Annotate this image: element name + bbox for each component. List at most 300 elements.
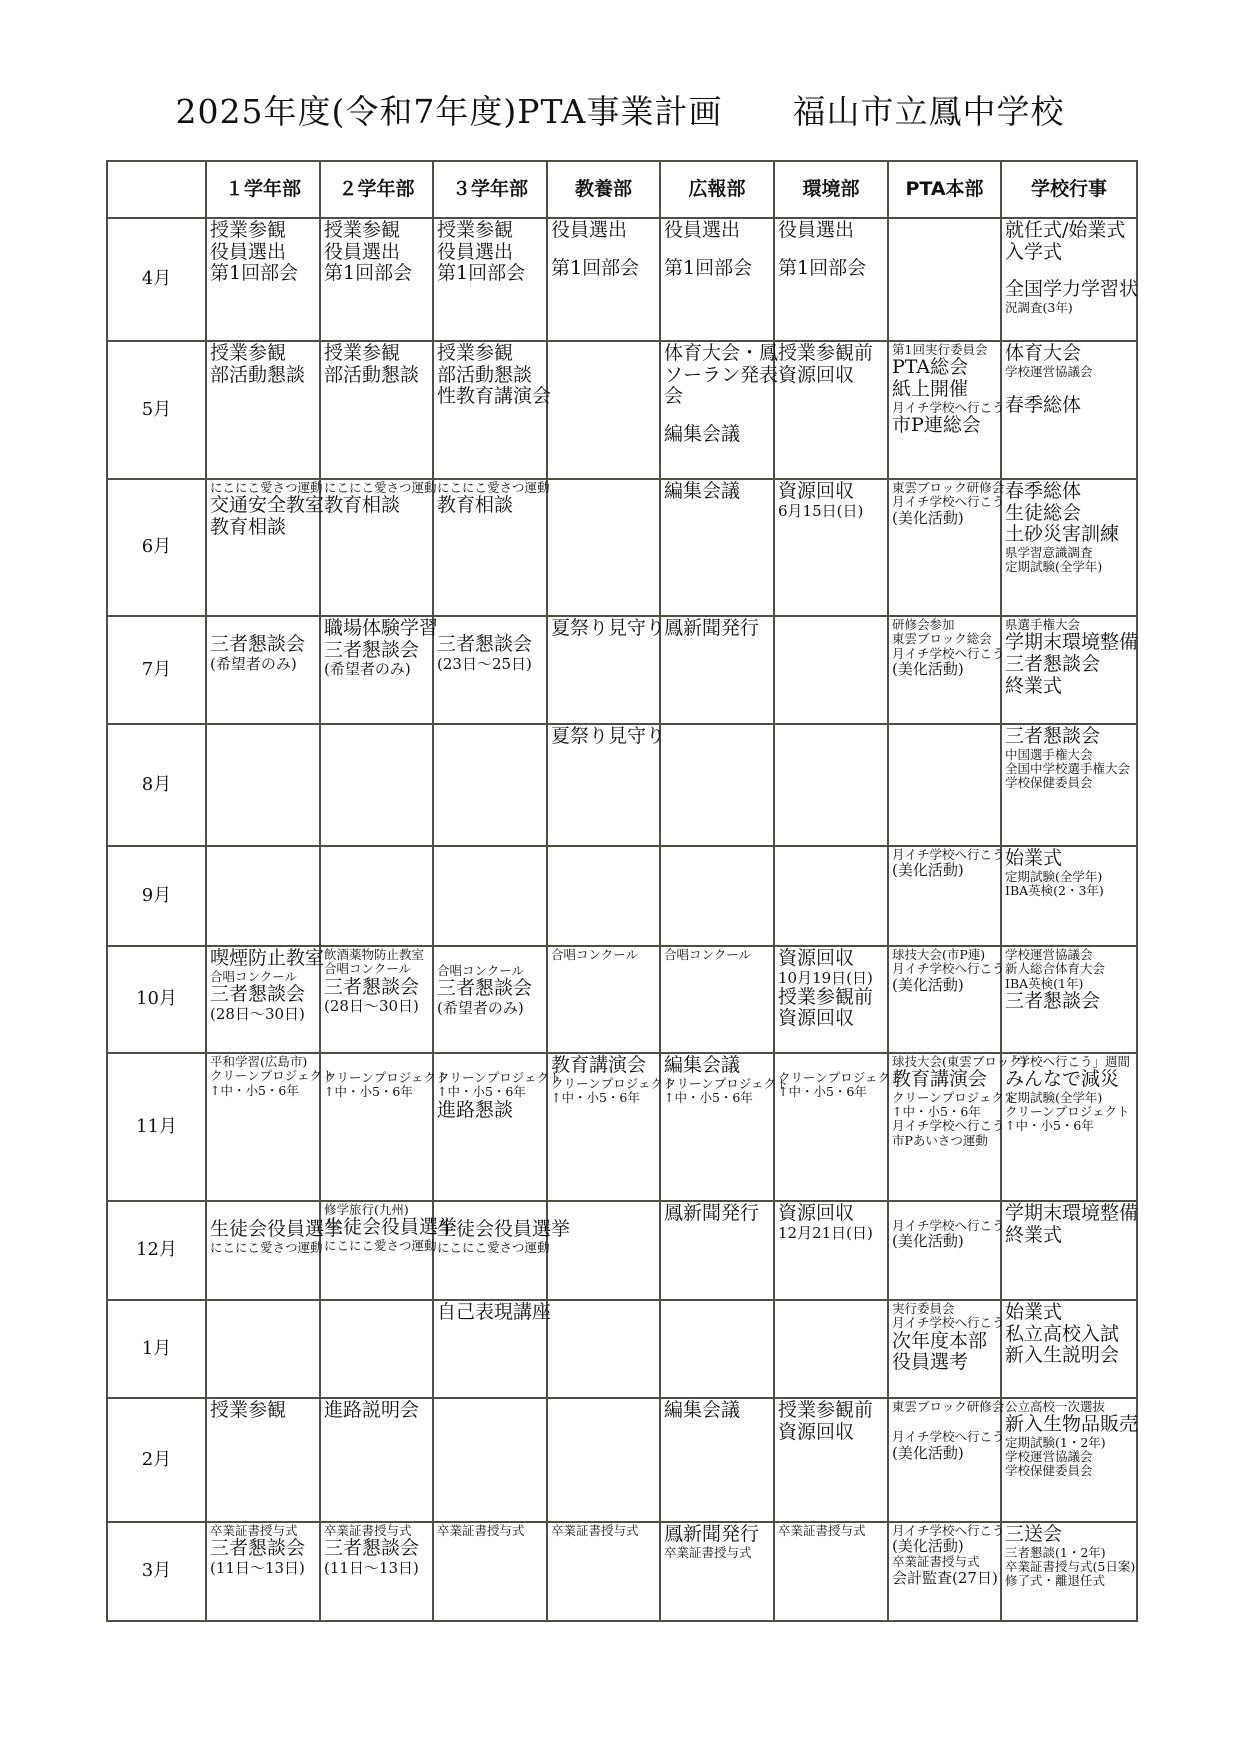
cell-entry: ↑中・小5・6年 bbox=[551, 1089, 640, 1105]
cell-entry: 役員選出 bbox=[324, 240, 401, 263]
cell-entry: 夏祭り見守り bbox=[551, 617, 666, 639]
month-row bbox=[107, 1398, 1137, 1522]
cell-entry: 終業式 bbox=[1005, 1223, 1063, 1246]
cell-entry: ソーラン発表 bbox=[664, 363, 779, 386]
header-education: 教養部 bbox=[547, 161, 660, 218]
cell-entry: (希望者のみ) bbox=[437, 998, 524, 1017]
cell-pta-headquarters bbox=[888, 341, 1005, 479]
cell-entry: 中国選手権大会 bbox=[1005, 746, 1093, 762]
cell-entry: 第1回部会 bbox=[551, 256, 640, 279]
cell-entry: 合唱コンクール bbox=[324, 961, 412, 977]
cell-entry: (希望者のみ) bbox=[324, 660, 411, 679]
cell-environment bbox=[774, 946, 888, 1053]
cell-entry: 進路説明会 bbox=[324, 1399, 420, 1421]
pta-plan-table bbox=[106, 160, 1138, 1622]
month-label: 6月 bbox=[107, 479, 206, 616]
cell-entry: にこにこ愛さつ運動 bbox=[437, 480, 550, 495]
month-row bbox=[107, 1300, 1137, 1398]
cell-entry: (美化活動) bbox=[892, 1443, 964, 1462]
month-row bbox=[107, 1053, 1137, 1201]
cell-entry: 定期試験(全学年) bbox=[1005, 1089, 1103, 1105]
cell-grade3 bbox=[433, 616, 547, 724]
cell-entry: 飲酒薬物防止教室 bbox=[324, 947, 425, 962]
cell-entry: 授業参観 bbox=[210, 219, 287, 241]
month-label: 5月 bbox=[107, 341, 206, 479]
cell-grade3 bbox=[433, 1522, 547, 1621]
cell-entry: 新入生物品販売 bbox=[1005, 1413, 1139, 1436]
cell-grade2 bbox=[320, 846, 433, 946]
cell-entry: 授業参観 bbox=[324, 219, 401, 241]
cell-entry: 月イチ学校へ行こう bbox=[892, 645, 1005, 661]
cell-entry: ↑中・小5・6年 bbox=[437, 1084, 526, 1100]
cell-entry: 月イチ学校へ行こう bbox=[892, 1218, 1005, 1233]
cell-education bbox=[547, 1522, 660, 1621]
cell-public-relations bbox=[660, 479, 774, 616]
header-public-relations: 広報部 bbox=[660, 161, 774, 218]
cell-entry: 学期末環境整備 bbox=[1005, 631, 1139, 654]
cell-entry: 月イチ学校へ行こう bbox=[892, 847, 1005, 862]
cell-entry: 県学習意識調査 bbox=[1005, 544, 1093, 560]
cell-entry: 編集会議 bbox=[664, 1054, 741, 1076]
cell-grade3 bbox=[433, 479, 550, 616]
cell-environment bbox=[774, 1522, 888, 1621]
cell-grade3 bbox=[433, 1300, 552, 1398]
cell-public-relations bbox=[660, 1522, 774, 1621]
cell-pta-headquarters bbox=[888, 1053, 1027, 1201]
cell-grade3 bbox=[433, 218, 547, 341]
header-environment: 環境部 bbox=[774, 161, 888, 218]
cell-entry: 6月15日(日) bbox=[778, 501, 864, 520]
month-row bbox=[107, 946, 1137, 1053]
cell-entry: 卒業証書授与式 bbox=[324, 1523, 412, 1538]
cell-entry: 体育大会・鳳 bbox=[664, 342, 779, 364]
cell-entry: 会 bbox=[664, 385, 684, 408]
cell-entry: 卒業証書授与式 bbox=[551, 1523, 639, 1538]
cell-entry: 定期試験(全学年) bbox=[1005, 559, 1103, 575]
cell-entry: 卒業証書授与式 bbox=[664, 1544, 752, 1560]
cell-entry: 第1回部会 bbox=[324, 262, 413, 285]
cell-entry: 授業参観前 bbox=[778, 342, 874, 364]
cell-entry: 鳳新聞発行 bbox=[664, 1202, 760, 1224]
cell-entry: クリーンプロジェクト bbox=[551, 1075, 676, 1091]
cell-entry: ↑中・小5・6年 bbox=[892, 1104, 981, 1120]
cell-public-relations bbox=[660, 724, 774, 846]
cell-public-relations bbox=[660, 946, 774, 1053]
cell-entry: 紙上開催 bbox=[892, 377, 969, 400]
cell-entry: 編集会議 bbox=[664, 480, 741, 502]
cell-entry: (11日～13日) bbox=[324, 1558, 419, 1577]
cell-entry: (美化活動) bbox=[892, 1537, 964, 1556]
cell-school-events bbox=[1001, 1398, 1137, 1522]
cell-grade1 bbox=[206, 479, 325, 616]
header-school-events: 学校行事 bbox=[1001, 161, 1137, 218]
cell-entry: (11日～13日) bbox=[210, 1558, 305, 1577]
cell-entry: 第1回部会 bbox=[210, 262, 299, 285]
cell-entry: 三者懇談会 bbox=[324, 1537, 420, 1560]
cell-grade3 bbox=[433, 724, 547, 846]
cell-entry: 三送会 bbox=[1005, 1523, 1063, 1545]
cell-entry: 鳳新聞発行 bbox=[664, 1523, 760, 1545]
cell-entry: 授業参観 bbox=[210, 342, 287, 364]
cell-entry: 資源回収 bbox=[778, 480, 855, 502]
cell-grade3 bbox=[433, 846, 547, 946]
cell-school-events bbox=[1001, 846, 1137, 946]
cell-entry: 月イチ学校へ行こう bbox=[892, 494, 1005, 510]
cell-entry: 体育大会 bbox=[1005, 342, 1082, 364]
cell-entry: 授業参観 bbox=[437, 219, 514, 241]
cell-entry: にこにこ愛さつ運動 bbox=[324, 480, 437, 495]
cell-entry: 土砂災害訓練 bbox=[1005, 523, 1120, 546]
cell-entry: 月イチ学校へ行こう bbox=[892, 1429, 1005, 1445]
cell-entry: 会計監査(27日) bbox=[892, 1568, 998, 1587]
cell-entry: IBA英検(2・3年) bbox=[1005, 882, 1104, 898]
cell-entry: 12月21日(日) bbox=[778, 1223, 873, 1242]
cell-entry: ↑中・小5・6年 bbox=[664, 1089, 753, 1105]
cell-entry: 月イチ学校へ行こう bbox=[892, 399, 1005, 415]
cell-entry: 市P連総会 bbox=[892, 413, 981, 436]
cell-entry: 況調査(3年) bbox=[1005, 299, 1073, 315]
cell-entry: 「学校へ行こう」週間 bbox=[1005, 1054, 1131, 1069]
cell-entry: 始業式 bbox=[1005, 847, 1063, 869]
cell-grade2 bbox=[320, 1398, 433, 1522]
cell-grade2 bbox=[320, 1201, 458, 1300]
header-row bbox=[107, 161, 1137, 218]
month-row bbox=[107, 218, 1137, 341]
cell-entry: 月イチ学校へ行こう bbox=[892, 961, 1005, 977]
cell-entry: 卒業証書授与式 bbox=[210, 1523, 298, 1538]
cell-entry: 球技大会(東雲ブロック) bbox=[892, 1054, 1027, 1069]
cell-entry: 県選手権大会 bbox=[1005, 617, 1081, 632]
cell-entry: 合唱コンクール bbox=[210, 968, 298, 984]
cell-entry: 役員選出 bbox=[778, 219, 855, 241]
cell-grade2 bbox=[320, 1522, 433, 1621]
cell-environment bbox=[774, 1300, 888, 1398]
cell-entry: 学期末環境整備 bbox=[1005, 1202, 1139, 1224]
cell-entry: 生徒会役員選挙 bbox=[437, 1218, 571, 1240]
cell-grade1 bbox=[206, 724, 320, 846]
cell-entry: 役員選出 bbox=[437, 240, 514, 263]
cell-entry: 定期試験(1・2年) bbox=[1005, 1434, 1106, 1450]
cell-grade2 bbox=[320, 724, 433, 846]
cell-entry: 教育講演会 bbox=[551, 1054, 647, 1076]
cell-grade1 bbox=[206, 1522, 320, 1621]
cell-entry: クリーンプロジェクト bbox=[210, 1068, 335, 1084]
cell-entry: 卒業証書授与式 bbox=[437, 1523, 525, 1538]
cell-entry: 学校運営協議会 bbox=[1005, 947, 1093, 962]
cell-grade2 bbox=[320, 946, 433, 1053]
cell-entry: 部活動懇談 bbox=[324, 363, 420, 386]
cell-entry: 定期試験(全学年) bbox=[1005, 868, 1103, 884]
cell-public-relations bbox=[660, 1201, 774, 1300]
cell-entry: 始業式 bbox=[1005, 1301, 1063, 1323]
cell-entry: ↑中・小5・6年 bbox=[778, 1084, 867, 1100]
month-label: 10月 bbox=[107, 946, 206, 1053]
cell-environment bbox=[774, 218, 888, 341]
cell-school-events bbox=[1001, 1300, 1137, 1398]
month-row bbox=[107, 479, 1137, 616]
cell-environment bbox=[774, 341, 888, 479]
cell-pta-headquarters bbox=[888, 1300, 1005, 1398]
cell-public-relations bbox=[660, 1053, 789, 1201]
cell-environment bbox=[774, 846, 888, 946]
cell-entry: 月イチ学校へ行こう bbox=[892, 1523, 1005, 1538]
cell-entry: 修了式・離退任式 bbox=[1005, 1573, 1106, 1589]
cell-entry: (美化活動) bbox=[892, 975, 964, 994]
cell-entry: 三者懇談会 bbox=[1005, 725, 1101, 747]
cell-entry: 性教育講演会 bbox=[437, 385, 552, 408]
cell-environment bbox=[774, 1201, 888, 1300]
page-title bbox=[0, 86, 1240, 133]
cell-entry: 卒業証書授与式(5日案) bbox=[1005, 1558, 1136, 1574]
month-row bbox=[107, 846, 1137, 946]
cell-entry: 授業参観 bbox=[210, 1399, 287, 1421]
cell-entry: みんなで減災 bbox=[1005, 1068, 1120, 1091]
cell-entry: 第1回実行委員会 bbox=[892, 342, 988, 357]
cell-entry: 学校保健委員会 bbox=[1005, 1463, 1093, 1479]
month-label: 4月 bbox=[107, 218, 206, 341]
cell-entry: 三者懇談会 bbox=[1005, 652, 1101, 675]
cell-entry: 次年度本部 bbox=[892, 1329, 988, 1352]
month-label: 1月 bbox=[107, 1300, 206, 1398]
cell-education bbox=[547, 946, 660, 1053]
cell-entry: 役員選出 bbox=[210, 240, 287, 263]
cell-entry: 市Pあいさつ運動 bbox=[892, 1132, 988, 1148]
cell-school-events bbox=[1001, 1522, 1137, 1621]
cell-grade1 bbox=[206, 218, 320, 341]
cell-entry: 第1回部会 bbox=[437, 262, 526, 285]
cell-entry: 卒業証書授与式 bbox=[892, 1554, 980, 1570]
cell-entry: 全国学力学習状 bbox=[1005, 278, 1139, 301]
cell-entry: 春季総体 bbox=[1005, 393, 1082, 416]
cell-entry: クリーンプロジェクト bbox=[437, 1070, 562, 1085]
cell-entry: クリーンプロジェクト bbox=[1005, 1104, 1130, 1120]
cell-environment bbox=[774, 1053, 903, 1201]
cell-grade3 bbox=[433, 341, 552, 479]
cell-entry: ↑中・小5・6年 bbox=[1005, 1118, 1094, 1134]
cell-school-events bbox=[1001, 616, 1137, 724]
month-label: 11月 bbox=[107, 1053, 206, 1201]
cell-education bbox=[547, 1300, 660, 1398]
cell-grade3 bbox=[433, 1398, 547, 1522]
cell-entry: 授業参観前 bbox=[778, 985, 874, 1008]
cell-entry: (希望者のみ) bbox=[210, 654, 297, 673]
cell-entry: 修学旅行(九州) bbox=[324, 1202, 409, 1217]
header-corner bbox=[107, 161, 206, 218]
cell-entry: 新人総合体育大会 bbox=[1005, 961, 1106, 977]
cell-pta-headquarters bbox=[888, 616, 1005, 724]
cell-education bbox=[547, 724, 666, 846]
cell-entry: 三者懇談会 bbox=[437, 977, 533, 1000]
cell-entry: 三者懇談会 bbox=[324, 975, 420, 998]
cell-entry: 喫煙防止教室 bbox=[210, 947, 325, 969]
cell-grade1 bbox=[206, 1201, 344, 1300]
cell-entry: 合唱コンクール bbox=[551, 947, 639, 962]
cell-environment bbox=[774, 724, 888, 846]
cell-grade2 bbox=[320, 1053, 449, 1201]
cell-public-relations bbox=[660, 218, 774, 341]
cell-grade2 bbox=[320, 1300, 433, 1398]
month-label: 3月 bbox=[107, 1522, 206, 1621]
cell-entry: 教育相談 bbox=[437, 494, 514, 517]
cell-school-events bbox=[1001, 479, 1137, 616]
cell-education bbox=[547, 479, 660, 616]
cell-entry: 教育相談 bbox=[324, 494, 401, 517]
cell-grade1 bbox=[206, 341, 320, 479]
cell-entry: (美化活動) bbox=[892, 1232, 964, 1251]
cell-entry: 学校運営協議会 bbox=[1005, 363, 1093, 379]
cell-entry: 新入生説明会 bbox=[1005, 1344, 1120, 1367]
cell-entry: 編集会議 bbox=[664, 1399, 741, 1421]
cell-entry: 編集会議 bbox=[664, 422, 741, 445]
cell-entry: 生徒会役員選挙 bbox=[324, 1216, 458, 1239]
cell-grade1 bbox=[206, 1398, 320, 1522]
cell-entry: クリーンプロジェクト bbox=[324, 1070, 449, 1085]
cell-entry: 春季総体 bbox=[1005, 480, 1082, 502]
cell-public-relations bbox=[660, 341, 779, 479]
cell-education bbox=[547, 341, 660, 479]
cell-education bbox=[547, 1053, 676, 1201]
cell-entry: (28日～30日) bbox=[324, 997, 419, 1016]
month-row bbox=[107, 616, 1137, 724]
cell-entry: ↑中・小5・6年 bbox=[210, 1082, 299, 1098]
cell-public-relations bbox=[660, 1398, 774, 1522]
cell-entry: 10月19日(日) bbox=[778, 968, 873, 987]
cell-public-relations bbox=[660, 616, 774, 724]
cell-education bbox=[547, 1398, 660, 1522]
header-grade1: １学年部 bbox=[206, 161, 320, 218]
cell-entry: 進路懇談 bbox=[437, 1098, 514, 1121]
cell-entry: 球技大会(市P連) bbox=[892, 947, 986, 962]
cell-entry: 学校保健委員会 bbox=[1005, 775, 1093, 791]
cell-public-relations bbox=[660, 1300, 774, 1398]
cell-entry: 三者懇談会 bbox=[210, 982, 306, 1005]
header-grade3: ３学年部 bbox=[433, 161, 547, 218]
month-label: 8月 bbox=[107, 724, 206, 846]
cell-entry: 三者懇談会 bbox=[210, 633, 306, 655]
cell-entry: 合唱コンクール bbox=[664, 947, 752, 962]
cell-entry: 就任式/始業式 bbox=[1005, 219, 1126, 241]
cell-entry: クリーンプロジェクト bbox=[778, 1070, 903, 1085]
cell-entry: 役員選出 bbox=[551, 219, 628, 241]
cell-grade1 bbox=[206, 616, 320, 724]
cell-pta-headquarters bbox=[888, 724, 1001, 846]
cell-entry: (美化活動) bbox=[892, 508, 964, 527]
cell-entry: 教育相談 bbox=[210, 515, 287, 538]
cell-education bbox=[547, 218, 660, 341]
cell-public-relations bbox=[660, 846, 774, 946]
cell-school-events bbox=[1001, 1053, 1137, 1201]
cell-environment bbox=[774, 616, 888, 724]
cell-grade2 bbox=[320, 341, 433, 479]
month-label: 9月 bbox=[107, 846, 206, 946]
cell-entry: 研修会参加 bbox=[892, 617, 955, 632]
cell-entry: 東雲ブロック研修会 bbox=[892, 1399, 1005, 1414]
cell-entry: 全国中学校選手権大会 bbox=[1005, 760, 1131, 776]
month-label: 2月 bbox=[107, 1398, 206, 1522]
cell-environment bbox=[774, 1398, 888, 1522]
cell-grade1 bbox=[206, 846, 320, 946]
cell-entry: 自己表現講座 bbox=[437, 1301, 552, 1323]
cell-grade2 bbox=[320, 616, 439, 724]
cell-entry: 第1回部会 bbox=[664, 256, 753, 279]
cell-pta-headquarters bbox=[888, 1522, 1005, 1621]
cell-entry: 教育講演会 bbox=[892, 1068, 988, 1091]
cell-entry: (美化活動) bbox=[892, 659, 964, 678]
cell-entry: 月イチ学校へ行こう bbox=[892, 1315, 1005, 1331]
cell-entry: 終業式 bbox=[1005, 674, 1063, 697]
cell-entry: 三者懇談会 bbox=[324, 638, 420, 661]
cell-entry: 私立高校入試 bbox=[1005, 1322, 1120, 1345]
cell-entry: 鳳新聞発行 bbox=[664, 617, 760, 639]
cell-entry: 生徒会役員選挙 bbox=[210, 1218, 344, 1240]
cell-entry: 入学式 bbox=[1005, 240, 1063, 263]
cell-school-events bbox=[1001, 724, 1137, 846]
cell-school-events bbox=[1001, 218, 1137, 341]
cell-entry: 資源回収 bbox=[778, 1420, 855, 1443]
cell-grade1 bbox=[206, 1300, 320, 1398]
month-row bbox=[107, 1522, 1137, 1621]
header-grade2: ２学年部 bbox=[320, 161, 433, 218]
cell-entry: 授業参観 bbox=[437, 342, 514, 364]
cell-entry: 三者懇談会 bbox=[437, 633, 533, 655]
cell-entry: 資源回収 bbox=[778, 363, 855, 386]
cell-entry: 部活動懇談 bbox=[437, 363, 533, 386]
cell-entry: 実行委員会 bbox=[892, 1301, 955, 1316]
cell-entry: 授業参観 bbox=[324, 342, 401, 364]
cell-grade1 bbox=[206, 946, 325, 1053]
cell-entry: 第1回部会 bbox=[778, 256, 867, 279]
cell-entry: (23日～25日) bbox=[437, 654, 532, 673]
cell-grade2 bbox=[320, 218, 433, 341]
cell-entry: ↑中・小5・6年 bbox=[324, 1084, 413, 1100]
cell-entry: 部活動懇談 bbox=[210, 363, 306, 386]
month-row bbox=[107, 724, 1137, 846]
month-label: 12月 bbox=[107, 1201, 206, 1300]
cell-entry: 三者懇談(1・2年) bbox=[1005, 1544, 1106, 1560]
cell-entry: にこにこ愛さつ運動 bbox=[210, 1239, 323, 1255]
cell-entry: 役員選出 bbox=[664, 219, 741, 241]
cell-entry: 月イチ学校へ行こう bbox=[892, 1118, 1005, 1134]
cell-entry: IBA英検(1年) bbox=[1005, 975, 1084, 991]
cell-entry: にこにこ愛さつ運動 bbox=[210, 480, 323, 495]
cell-entry: 合唱コンクール bbox=[437, 963, 525, 978]
cell-pta-headquarters bbox=[888, 218, 1001, 341]
cell-entry: 夏祭り見守り bbox=[551, 725, 666, 747]
cell-entry: クリーンプロジェクト bbox=[892, 1089, 1017, 1105]
cell-entry: 資源回収 bbox=[778, 947, 855, 969]
cell-entry: 平和学習(広島市) bbox=[210, 1054, 308, 1069]
cell-education bbox=[547, 1201, 660, 1300]
cell-pta-headquarters bbox=[888, 479, 1005, 616]
cell-entry: (28日～30日) bbox=[210, 1004, 305, 1023]
cell-entry: 公立高校一次選抜 bbox=[1005, 1399, 1106, 1414]
cell-entry: にこにこ愛さつ運動 bbox=[437, 1239, 550, 1255]
month-row bbox=[107, 341, 1137, 479]
month-label: 7月 bbox=[107, 616, 206, 724]
month-row bbox=[107, 1201, 1137, 1300]
cell-entry: 卒業証書授与式 bbox=[778, 1523, 866, 1538]
cell-entry: 東雲ブロック総会 bbox=[892, 631, 992, 647]
cell-entry: PTA総会 bbox=[892, 356, 969, 379]
cell-entry: (美化活動) bbox=[892, 861, 964, 880]
cell-environment bbox=[774, 479, 888, 616]
cell-entry: 資源回収 bbox=[778, 1007, 855, 1030]
cell-pta-headquarters bbox=[888, 1201, 1005, 1300]
cell-grade3 bbox=[433, 1053, 562, 1201]
cell-entry: にこにこ愛さつ運動 bbox=[324, 1237, 437, 1253]
cell-entry: 東雲ブロック研修会 bbox=[892, 480, 1005, 495]
cell-school-events bbox=[1001, 341, 1137, 479]
